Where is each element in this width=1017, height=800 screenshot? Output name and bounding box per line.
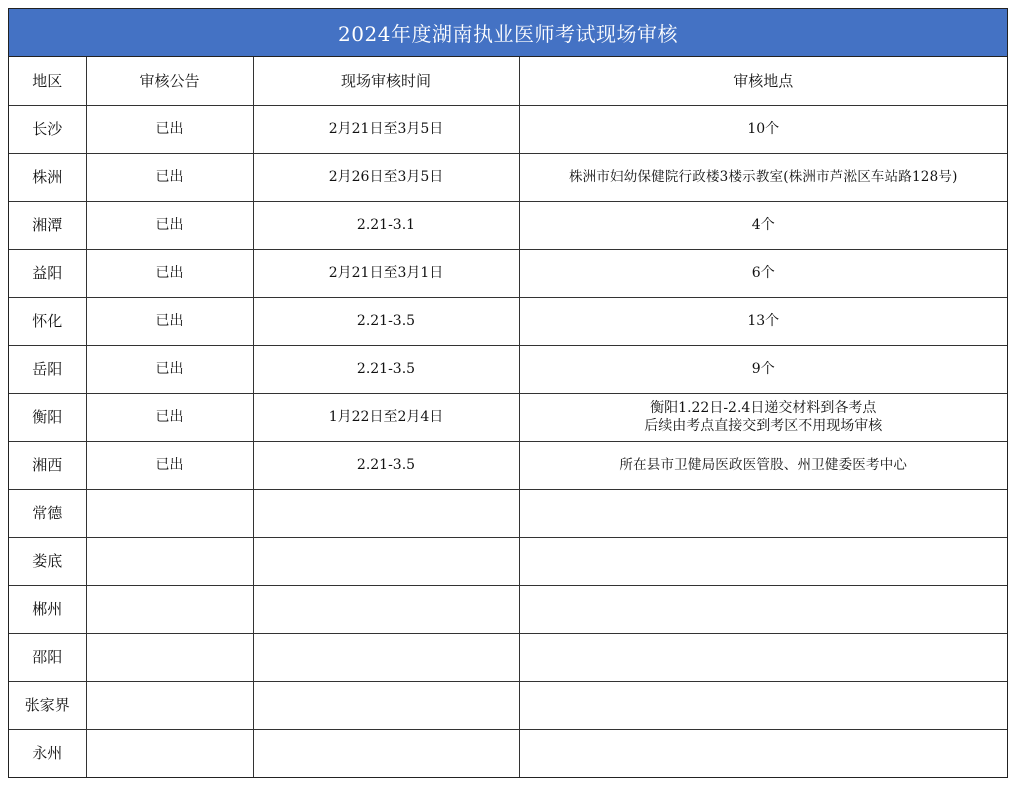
cell-time: [253, 681, 519, 729]
cell-notice: 已出: [86, 201, 253, 249]
table-row: [9, 489, 1007, 537]
cell-notice: [86, 681, 253, 729]
cell-time: 2.21-3.5: [253, 441, 519, 489]
cell-notice: 已出: [86, 153, 253, 201]
table-row: [9, 441, 1007, 489]
cell-place: [519, 489, 1007, 537]
cell-region: 娄底: [9, 537, 86, 585]
table-title: 2024年度湖南执业医师考试现场审核: [9, 9, 1007, 57]
header-row: [9, 57, 1007, 105]
cell-time: [253, 633, 519, 681]
cell-region: 益阳: [9, 249, 86, 297]
cell-region: 常德: [9, 489, 86, 537]
table-row: [9, 201, 1007, 249]
header-time: 现场审核时间: [253, 57, 519, 105]
cell-place: [519, 441, 1007, 489]
cell-place: [519, 585, 1007, 633]
cell-region: 衡阳: [9, 393, 86, 441]
cell-place: [519, 633, 1007, 681]
cell-place-line: 株洲市妇幼保健院行政楼3楼示教室(株洲市芦淞区车站路128号): [568, 169, 958, 185]
table-row: [9, 153, 1007, 201]
cell-notice: [86, 537, 253, 585]
cell-place-line: 9个: [751, 361, 775, 377]
review-table: [9, 57, 1007, 777]
table-row: [9, 393, 1007, 441]
cell-time: [253, 729, 519, 777]
cell-place-line: 6个: [751, 265, 775, 281]
table-row: [9, 249, 1007, 297]
cell-region: 永州: [9, 729, 86, 777]
cell-notice: [86, 585, 253, 633]
table-row: [9, 681, 1007, 729]
header-region: 地区: [9, 57, 86, 105]
cell-time: 2月21日至3月1日: [253, 249, 519, 297]
cell-notice: 已出: [86, 345, 253, 393]
cell-notice: 已出: [86, 393, 253, 441]
cell-notice: 已出: [86, 249, 253, 297]
cell-place: [519, 681, 1007, 729]
cell-time: 2月26日至3月5日: [253, 153, 519, 201]
cell-place: [519, 201, 1007, 249]
cell-notice: 已出: [86, 297, 253, 345]
cell-place: [519, 345, 1007, 393]
cell-place: [519, 537, 1007, 585]
cell-time: [253, 585, 519, 633]
cell-region: 株洲: [9, 153, 86, 201]
cell-place-line: 衡阳1.22日-2.4日递交材料到各考点: [650, 400, 877, 416]
cell-region: 湘西: [9, 441, 86, 489]
cell-time: 2.21-3.1: [253, 201, 519, 249]
cell-region: 怀化: [9, 297, 86, 345]
cell-region: 邵阳: [9, 633, 86, 681]
table-row: [9, 297, 1007, 345]
cell-place-line: 后续由考点直接交到考区不用现场审核: [644, 418, 883, 434]
cell-region: 张家界: [9, 681, 86, 729]
cell-place: [519, 297, 1007, 345]
cell-place: [519, 729, 1007, 777]
cell-place: [519, 153, 1007, 201]
cell-notice: 已出: [86, 105, 253, 153]
cell-notice: [86, 729, 253, 777]
cell-place-line: 4个: [751, 217, 775, 233]
table-row: [9, 105, 1007, 153]
cell-place-line: 13个: [747, 313, 780, 329]
table-row: [9, 729, 1007, 777]
cell-time: [253, 489, 519, 537]
cell-time: 1月22日至2月4日: [253, 393, 519, 441]
cell-time: 2月21日至3月5日: [253, 105, 519, 153]
cell-notice: 已出: [86, 441, 253, 489]
header-notice: 审核公告: [86, 57, 253, 105]
cell-place-line: 10个: [747, 121, 780, 137]
cell-region: 岳阳: [9, 345, 86, 393]
cell-region: 郴州: [9, 585, 86, 633]
header-place: 审核地点: [519, 57, 1007, 105]
cell-time: [253, 537, 519, 585]
cell-notice: [86, 489, 253, 537]
table-body: [9, 105, 1007, 777]
cell-notice: [86, 633, 253, 681]
cell-place: [519, 105, 1007, 153]
review-table-sheet: [8, 8, 1008, 778]
cell-region: 湘潭: [9, 201, 86, 249]
cell-time: 2.21-3.5: [253, 297, 519, 345]
cell-place: [519, 393, 1007, 441]
table-row: [9, 345, 1007, 393]
table-row: [9, 633, 1007, 681]
cell-time: 2.21-3.5: [253, 345, 519, 393]
cell-region: 长沙: [9, 105, 86, 153]
table-row: [9, 585, 1007, 633]
cell-place: [519, 249, 1007, 297]
table-row: [9, 537, 1007, 585]
cell-place-line: 所在县市卫健局医政医管股、州卫健委医考中心: [619, 457, 908, 473]
